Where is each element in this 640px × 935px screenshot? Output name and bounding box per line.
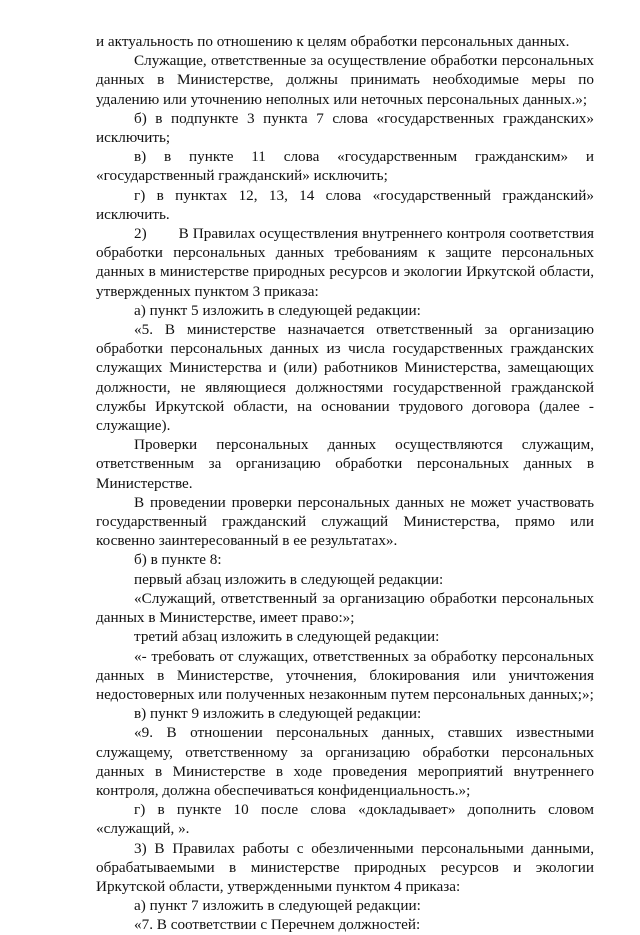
- paragraph-checks-participation: В проведении проверки персональных данных не может участвовать государственный гражданский служащий Министерства, прямо или косвенно заинтересованный в ее результатах».: [96, 493, 594, 550]
- paragraph-item-b-point-8: б) в пункте 8:: [134, 551, 222, 569]
- paragraph-item-g-points-12-14: г) в пунктах 12, 13, 14 слова «государственный гражданский» исключить.: [96, 186, 594, 223]
- paragraph-third-abzac: третий абзац изложить в следующей редакции:: [134, 628, 440, 646]
- paragraph-point-7-text: «7. В соответствии с Перечнем должностей:: [134, 916, 421, 934]
- paragraph-first-abzac-text: «Служащий, ответственный за организацию обработки персональных данных в Министерстве, имеет право:»;: [96, 589, 594, 627]
- paragraph-checks: Проверки персональных данных осуществляются служащим, ответственным за организацию обработки персональных данных в Министерстве.: [96, 436, 594, 492]
- paragraph-item-a-point-5: а) пункт 5 изложить в следующей редакции:: [134, 301, 421, 319]
- paragraph-item-v-point-11: в) в пункте 11 слова «государственным гражданским» и «государственный гражданский» исключить;: [96, 148, 594, 185]
- paragraph-point-9-text: «9. В отношении персональных данных, ставших известными служащему, ответственному за организацию обработки персональных данных в Министерстве в ходе проведения мероприятий внутреннего контроля, должна обеспечиваться конфиденциальность.»;: [96, 724, 594, 799]
- paragraph-point-5-text: «5. В министерстве назначается ответственный за организацию обработки персональных данных из числа государственных гражданских служащих Министерства и (или) работников Министерства, замещающих должности, не являющиеся должностями государственной гражданской службы Иркутской области, на основании трудового договора (далее - служащие).: [96, 321, 594, 435]
- paragraph-item-a-point-7: а) пункт 7 изложить в следующей редакции:: [134, 897, 421, 915]
- paragraph-section-2-rules-control: 2) В Правилах осуществления внутреннего контроля соответствия обработки персональных данных требованиям к защите персональных данных в министерстве природных ресурсов и экологии Иркутской области, утвержденных пунктом 3 приказа:: [96, 225, 594, 300]
- paragraph-continuation: и актуальность по отношению к целям обработки персональных данных.: [96, 33, 570, 50]
- document-body: [96, 32, 594, 935]
- paragraph-item-b-subitem-3: б) в подпункте 3 пункта 7 слова «государственных гражданских» исключить;: [96, 109, 594, 147]
- paragraph-section-3-rules-depersonalized: 3) В Правилах работы с обезличенными персональными данными, обрабатываемыми в министерстве природных ресурсов и экологии Иркутской области, утвержденными пунктом 4 приказа:: [96, 839, 594, 895]
- paragraph-employees-measures: Служащие, ответственные за осуществление обработки персональных данных в Министерстве, должны принимать необходимые меры по удалению или уточнению неполных или неточных персональных данных.»;: [96, 52, 594, 108]
- paragraph-first-abzac: первый абзац изложить в следующей редакции:: [134, 570, 444, 588]
- paragraph-third-abzac-text: «- требовать от служащих, ответственных за обработку персональных данных в Министерстве, уточнения, блокирования или уничтожения недостоверных или полученных незаконным путем персональных данных;»;: [96, 647, 594, 703]
- paragraph-item-v-point-9: в) пункт 9 изложить в следующей редакции:: [134, 705, 422, 723]
- paragraph-item-g-point-10: г) в пункте 10 после слова «докладывает» дополнить словом «служащий, ».: [96, 801, 594, 838]
